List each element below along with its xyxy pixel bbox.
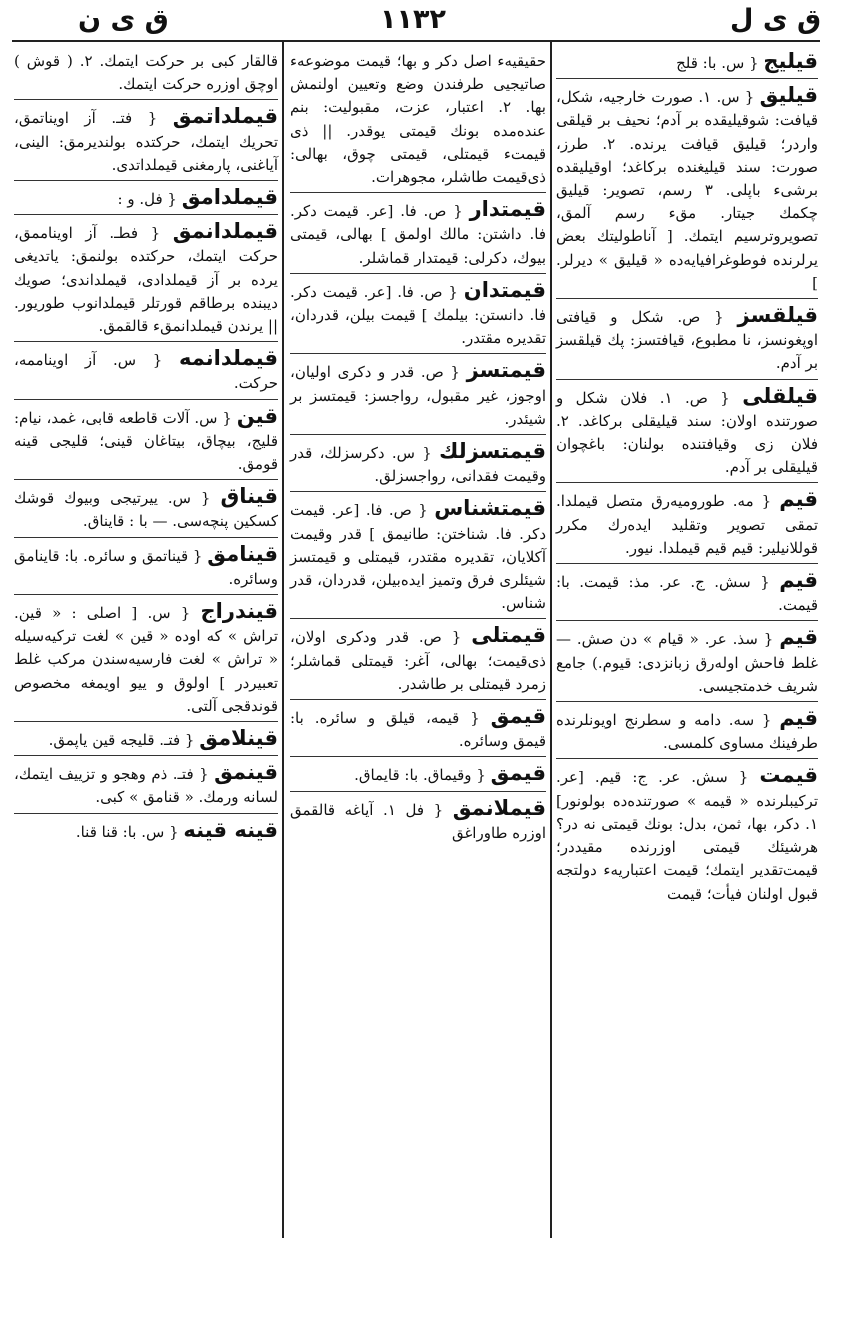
entry-headword: قيم [779, 706, 818, 731]
entry-definition: { فل. و : [117, 190, 177, 209]
dictionary-entry [14, 819, 278, 847]
column-right [556, 50, 818, 910]
dictionary-entry [14, 761, 278, 813]
entry-headword: قيمتدان [463, 277, 546, 302]
entry-headword: قيملانمق [452, 795, 546, 820]
entry-definition: { س. [ اصلى : « قين. تراش » كه اوده « قين » لغت تركيه‌سيله « تراش » لغت فارسيه‌سندن مركب غلط تعبيردر ] اولوق و ييو اويمغه مخصوص قوندقجى آلتى. [14, 604, 278, 715]
entry-definition: { فل ١. آياغه قالقمق اوزره طاوراغق [290, 800, 546, 842]
entry-headword: قيمتدار [469, 197, 546, 222]
entry-definition: { س. آز اويناممه، حركت. [14, 351, 278, 393]
entry-definition: { س. ١. صورت خارجيه، شكل، قيافت: شوقيليقده بر آدم؛ نحيف بر قيلقى واردر؛ قيليق قيافت يرنده. ٢. طرز، صورت: سند قيليغنده بركاغد؛ اوقيليقده برشى‌ء باپلى. ٣ رسم، تصوير: قيليق چكمك جيتار. مق‌ء رسم آلمق، تصويروترسيم ايتمك. [ آناطوليتك بعض يرلرنده فوطوغرافيايه‌ده « قيليق » ديرلر. ] [556, 88, 818, 292]
dictionary-entry [14, 727, 278, 756]
dictionary-entry [290, 797, 546, 848]
entry-headword: قين [236, 403, 278, 428]
entry-headword: قينه قينه [183, 817, 278, 842]
entry-definition: { س. دكرسزلك، قدر وقيمت فقدانى، رواجسزلق. [290, 444, 546, 486]
entry-definition: { س. با: قلج [676, 54, 759, 72]
entry-definition: { فتـ. قليجه قين ياپمق. [48, 731, 195, 750]
entry-definition: { س. با: قنا قنا. [75, 822, 179, 841]
entry-headword: قينلامق [199, 726, 278, 751]
entry-headword: قينامق [207, 541, 278, 566]
entry-definition: { ص. قدر ودكرى اولان، ذى‌قيمت؛ بهالى، آغر: قيمتلى قماشلر؛ زمرد قيمتلى بر طاشدر. [290, 628, 546, 693]
dictionary-entry [290, 624, 546, 700]
dictionary-entry [14, 105, 278, 181]
dictionary-entry [14, 220, 278, 342]
entry-definition: { فطـ. آز اويناممق، حركت ايتمك، حركتده بولنمق: ياتديغى يرده بر آز قيملدادى، قيملداندى؛ صويك ديبنده برطاقم قورتلر قيملدانوب طوريور. || يرندن قيملدانمق‌ء قالقمق. [14, 224, 278, 336]
dictionary-entry [556, 385, 818, 484]
entry-headword: قيملدامق [181, 185, 278, 210]
entry-headword: قيمتشناس [434, 496, 546, 521]
dictionary-entry [290, 497, 546, 619]
page-header [0, 0, 850, 42]
dictionary-entry-continuation [14, 50, 278, 100]
entry-definition: { ص. فا. [عر. قيمت دكر. فا. دانستن: بيلمك ] قيمت بيلن، قدردان، تقديره مقتدر. [290, 282, 546, 348]
dictionary-entry [14, 405, 278, 481]
entry-headword: قيليق [759, 83, 818, 108]
entry-headword: قيم [779, 487, 818, 512]
entry-definition: { سذ. عر. « قيام » دن صش. — غلط فاحش اوله‌رق زبانزدى: قيوم.) جامع شريف خدمتجيسى. [556, 630, 818, 695]
column-left [14, 50, 278, 848]
dictionary-entry-continuation [290, 50, 546, 193]
column-divider-right [550, 42, 552, 1238]
entry-headword: قيملدانمق [172, 219, 278, 244]
entry-headword: قيمتسز [466, 358, 546, 383]
entry-definition: { ص. شكل و قيافتى اوپغونسز، نا مطبوع، قيافتسز: پك قيلقسز بر آدم. [556, 308, 818, 373]
dictionary-entry [14, 600, 278, 722]
entry-definition: { قيمه، قيلق و سائره. با: قيمق وسائره. [290, 709, 546, 751]
entry-definition: { سه. دامه و سطرنج اويونلرنده طرفينك مساوى كلمسى. [556, 711, 818, 753]
entry-headword: قيلقسز [737, 303, 818, 328]
entry-definition: { ص. قدر و دكرى اوليان، اوجوز، غير مقبول، رواجسز: قيمتسز بر شيئدر. [290, 363, 546, 428]
entry-headword: قيم [779, 568, 818, 593]
entry-headword: قيندراج [200, 599, 278, 624]
entry-definition: { سش. عر. ج: قيم. [عر. تركيبلرنده « قيمه » صورتنده‌ده بولونور] ١. دكر، بها، ثمن، بدل: بونك قيمتى نه‌ در؟ هرشيئك قيمتى اوزرنده مقيددر؛ قيمت‌تقدير ايتمك؛ قيمت اعتباريه‌ء دولتجه قبول اولنان فيأت؛ قيمت [556, 768, 818, 903]
column-divider-left [282, 42, 284, 1238]
dictionary-entry [556, 304, 818, 380]
dictionary-entry [14, 543, 278, 595]
entry-definition: { سش. ج. عر. مذ: قيمت. با: قيمت. [556, 573, 818, 615]
entry-headword: قيلقلى [742, 383, 819, 408]
entry-headword: قيملداتمق [172, 104, 278, 129]
dictionary-entry [14, 485, 278, 537]
header-right-guide-letters: ق ى ل [730, 4, 822, 35]
entry-definition: حقيقيه‌ء اصل دكر و بها؛ قيمت موضوعه‌ء صاتيجيى طرفندن وضع وتعيين اولنمش بها. ٢. اعتبار، عزت، مقبوليت: بنم عنده‌مده بونك قيمتى يوقدر. || ذى قيمت‌ء قيمتلى، قيمتى چوق، بهالى: ذى‌قيمت طاشلر، مجوهرات. [290, 52, 546, 187]
entry-definition: { وقيماق. با: قايماق. [354, 766, 486, 785]
entry-definition: { س. ييرتيجى وبيوك قوشك كسكين پنچه‌سى. — با : قايناق. [14, 489, 278, 531]
dictionary-entry [556, 488, 818, 564]
entry-headword: قيمتسزلك [439, 439, 546, 464]
header-rule [12, 40, 820, 42]
entry-definition: { س. آلات قاطعه قابى، غمد، نيام: قليج، بيچاق، بيتاغان قينى؛ قليجى قينه قومق. [14, 408, 278, 474]
dictionary-entry [556, 50, 818, 79]
entry-headword: قيمتلى [471, 623, 546, 648]
entry-definition: { فتـ. آز اويناتمق، تحريك ايتمك، حركتده بولنديرمق: الينى، آياغنى، پارمغنى قيملداتدى. [14, 109, 278, 174]
dictionary-entry [14, 347, 278, 399]
dictionary-entry [556, 84, 818, 299]
dictionary-entry [556, 707, 818, 759]
header-left-guide-letters: ق ى ن [78, 4, 169, 35]
entry-definition: { فتـ. ذم وهجو و تزييف ايتمك، لسانه ورمك. « قنامق » كبى. [14, 765, 278, 807]
page-number: ١١٣٢ [380, 4, 446, 35]
column-middle [290, 50, 546, 849]
entry-headword: قيليج [763, 49, 818, 73]
entry-headword: قيمت [759, 763, 818, 788]
dictionary-entry [290, 762, 546, 791]
dictionary-entry [290, 279, 546, 355]
entry-definition: { قيناتمق و سائره. با: قاينامق وسائره. [14, 546, 278, 588]
entry-definition: { ص. فا. [عر. قيمت دكر. فا. داشتن: مالك اولمق ] بهالى، قيمتى بيوك، دكرلى: قيمتدار قماشلر. [290, 202, 546, 267]
entry-definition: قالقار كبى بر حركت ايتمك. ٢. ( قوش ) اوچق اوزره حركت ايتمك. [14, 52, 278, 94]
entry-headword: قيمق [490, 704, 546, 729]
entry-headword: قيم [779, 625, 818, 650]
dictionary-entry [290, 359, 546, 435]
dictionary-entry [556, 626, 818, 702]
entry-headword: قيناق [220, 484, 278, 509]
entry-headword: قيملدانمه [178, 346, 278, 371]
dictionary-entry [290, 198, 546, 274]
dictionary-entry [556, 764, 818, 908]
entry-definition: { مه. طوروميه‌رق متصل قيملدا. تمقى تصوير وتقليد ايده‌رك مكرر قوللانيلير: قيم قيم قيملدا. نيور. [556, 492, 818, 557]
entry-headword: قينمق [214, 760, 278, 785]
dictionary-entry [556, 569, 818, 621]
dictionary-entry [14, 186, 278, 215]
entry-definition: { ص. ١. فلان شكل و صورتنده اولان: سند قيليقلى بركاغد. ٢. فلان زى وقيافتنده بولنان: باغچوان قيليقلى بر آدم. [556, 388, 818, 477]
entry-definition: { ص. فا. [عر. قيمت دكر. فا. شناختن: طانيمق ] قدر وقيمت آكلايان، تقديره مقتدر، قيمتلى و قيمتسز شيئلرى فرق وتميز ايده‌بيلن، قدردان، قدر شناس. [290, 501, 546, 613]
dictionary-entry [290, 440, 546, 492]
dictionary-entry [290, 705, 546, 757]
entry-headword: قيمق [490, 761, 546, 786]
